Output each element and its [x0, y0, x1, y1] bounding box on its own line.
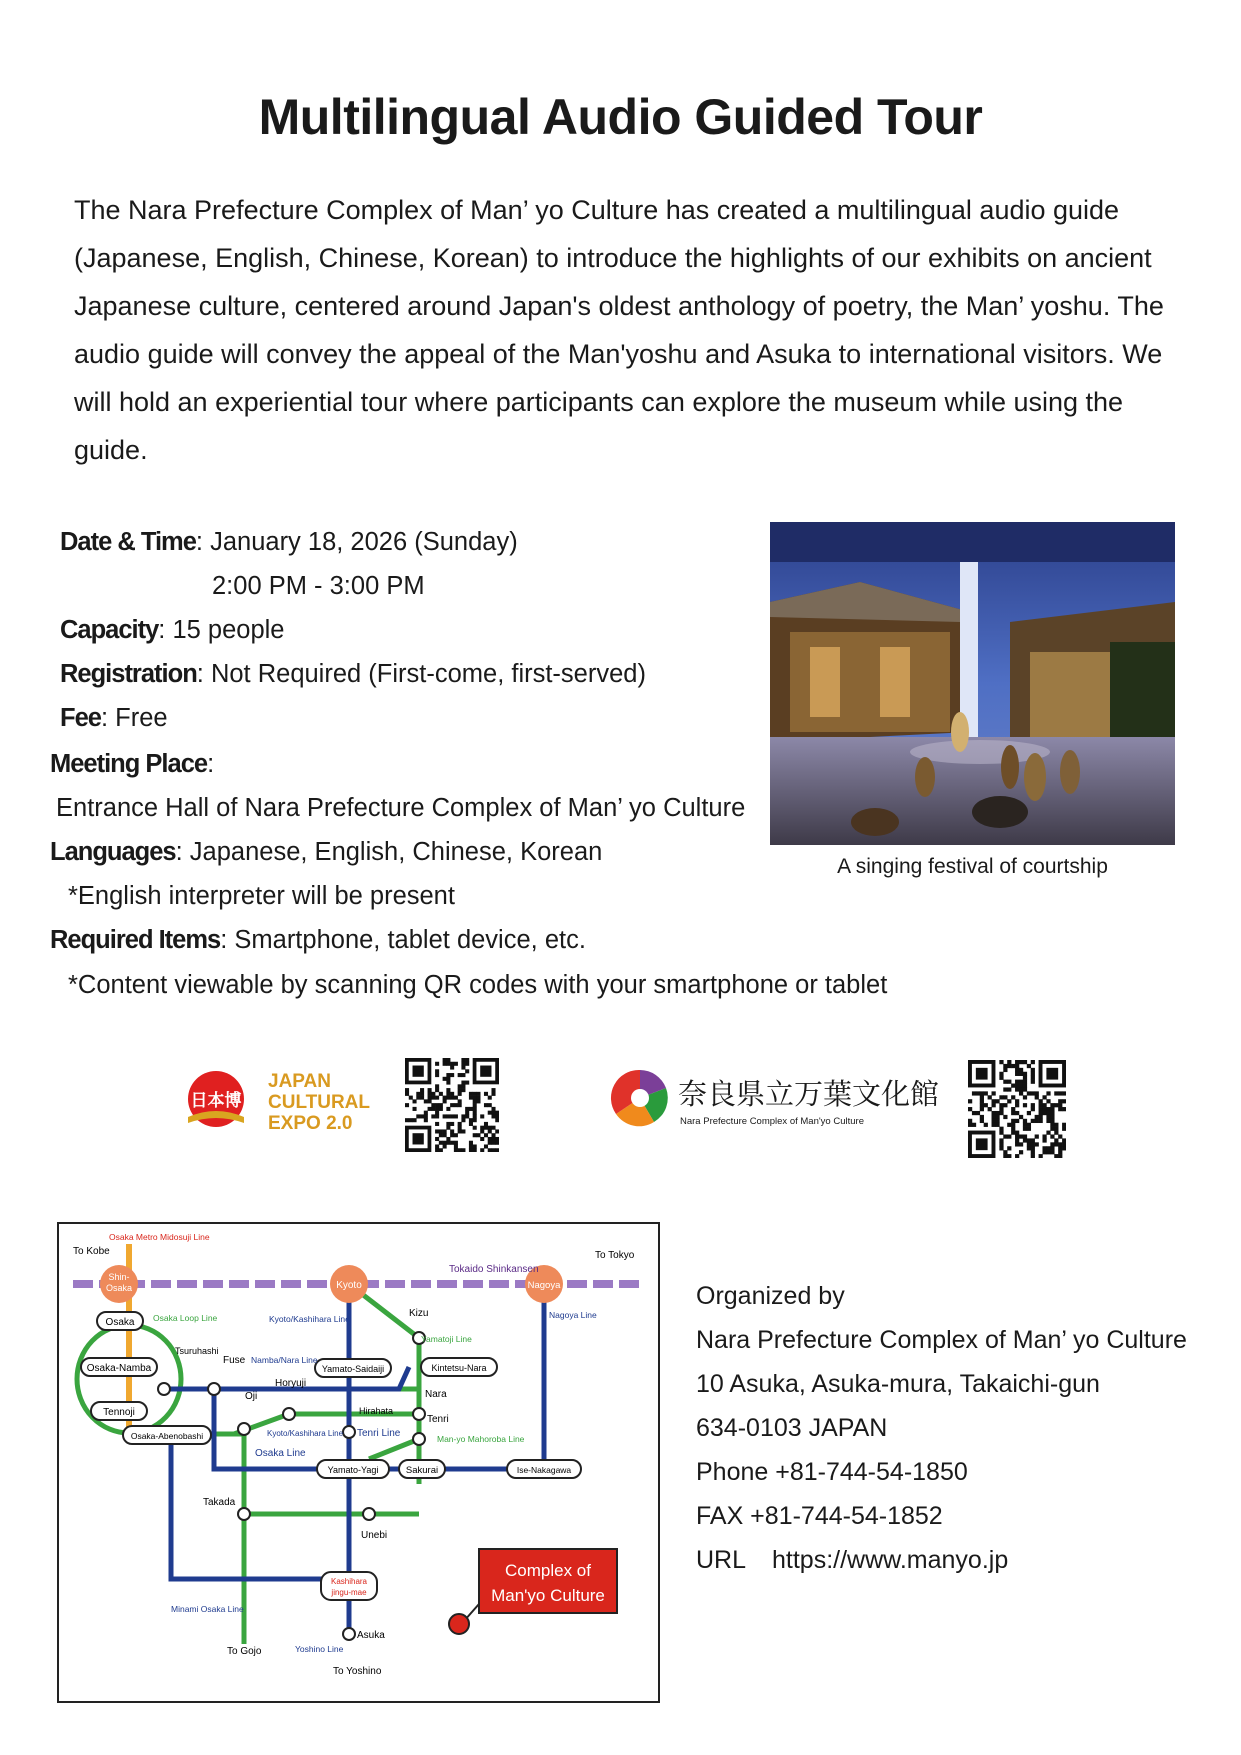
route-map — [57, 1222, 660, 1703]
organizer-url-label: URL — [696, 1546, 747, 1574]
date-value: : January 18, 2026 (Sunday) — [195, 528, 518, 556]
languages-row — [50, 838, 602, 867]
station-nagoya: Nagoya — [527, 1280, 561, 1291]
label-kyoto-kashihara-2: Kyoto/Kashihara Line — [267, 1429, 344, 1438]
meeting-colon: : — [207, 750, 215, 778]
fee-value: : Free — [100, 704, 168, 732]
station-yamato-yagi: Yamato-Yagi — [327, 1465, 379, 1475]
label-tsuruhashi: Tsuruhashi — [175, 1346, 219, 1356]
station-osaka-abenobashi: Osaka-Abenobashi — [130, 1431, 204, 1441]
organizer-address1: 10 Asuka, Asuka-mura, Takaichi-gun — [696, 1370, 1100, 1398]
organizer-heading: Organized by — [696, 1282, 845, 1310]
label-kyoto-kashihara: Kyoto/Kashihara Line — [269, 1314, 350, 1324]
intro-paragraph: The Nara Prefecture Complex of Man’ yo Culture has created a multilingual audio guide (Japanese, English, Chinese, Korean) to introduce the highlights of our exhibits on ancient Japanese culture, centered around Japan's oldest anthology of poetry, the Man’ yoshu. The audio guide will convey the appeal of the Man'yoshu and Asuka to international visitors. We will hold an experiential tour where participants can explore the museum while using the guide. — [74, 195, 1164, 465]
capacity-value: : 15 people — [158, 616, 285, 644]
label-osaka-line: Osaka Line — [255, 1448, 306, 1459]
station-kashihara-1: Kashihara — [330, 1577, 368, 1586]
page-title: Multilingual Audio Guided Tour — [258, 89, 983, 145]
date-label: Date & Time — [60, 528, 196, 556]
japan-cultural-expo-logo — [182, 1067, 387, 1135]
organizer-phone: Phone +81-744-54-1850 — [696, 1458, 968, 1486]
label-loop-line: Osaka Loop Line — [153, 1313, 218, 1323]
label-tenri-line: Tenri Line — [357, 1428, 401, 1439]
languages-note: *English interpreter will be present — [68, 882, 455, 910]
expo-qr-code[interactable] — [405, 1058, 499, 1152]
station-shin-osaka-1: Shin- — [108, 1272, 130, 1282]
photo-caption: A singing festival of courtship — [837, 855, 1108, 878]
label-namba-nara: Namba/Nara Line — [251, 1355, 318, 1365]
label-yoshino-line: Yoshino Line — [295, 1644, 344, 1654]
station-osaka-namba: Osaka-Namba — [86, 1363, 152, 1374]
items-note: *Content viewable by scanning QR codes with your smartphone or tablet — [68, 971, 888, 999]
label-manyo-mahoroba: Man-yo Mahoroba Line — [437, 1434, 525, 1444]
fee-label: Fee — [60, 704, 101, 732]
meeting-label: Meeting Place — [50, 750, 208, 778]
complex-location-marker — [449, 1614, 469, 1634]
expo-line3: EXPO 2.0 — [268, 1113, 353, 1134]
organizer-name: Nara Prefecture Complex of Man’ yo Culture — [696, 1326, 1187, 1354]
capacity-label: Capacity — [60, 616, 159, 644]
meeting-row — [50, 750, 214, 779]
meeting-value: Entrance Hall of Nara Prefecture Complex of Man’ yo Culture — [56, 794, 746, 822]
manyo-culture-logo — [610, 1066, 940, 1136]
label-fuse: Fuse — [223, 1355, 246, 1366]
label-kizu: Kizu — [409, 1308, 429, 1319]
station-kintetsu-nara: Kintetsu-Nara — [431, 1363, 487, 1373]
organizer-address2: 634-0103 JAPAN — [696, 1414, 888, 1442]
registration-value: : Not Required (First-come, first-served) — [196, 660, 646, 688]
items-value: : Smartphone, tablet device, etc. — [220, 926, 586, 954]
label-horyuji: Horyuji — [275, 1378, 307, 1389]
languages-label: Languages — [50, 838, 176, 866]
station-sakurai: Sakurai — [405, 1465, 439, 1476]
station-yamato-saidaiji: Yamato-Saidaiji — [321, 1364, 385, 1374]
capacity-row — [60, 616, 285, 645]
label-oji: Oji — [245, 1391, 258, 1402]
organizer-url-row — [696, 1546, 1008, 1575]
label-asuka: Asuka — [357, 1630, 385, 1641]
manyo-qr-code[interactable] — [968, 1060, 1066, 1158]
manyo-emblem-icon — [611, 1070, 668, 1126]
registration-label: Registration — [60, 660, 197, 688]
route-map-svg — [59, 1224, 658, 1701]
station-kyoto: Kyoto — [336, 1280, 362, 1291]
fee-row — [60, 704, 168, 733]
label-hirahata: Hirahata — [359, 1406, 394, 1416]
label-to-kobe: To Kobe — [73, 1246, 110, 1257]
complex-label-1: Complex of — [505, 1561, 591, 1580]
expo-line1: JAPAN — [268, 1071, 331, 1092]
expo-jp-text: 日本博 — [190, 1091, 242, 1110]
label-takada: Takada — [203, 1497, 236, 1508]
organizer-fax: FAX +81-744-54-1852 — [696, 1502, 943, 1530]
label-midosuji: Osaka Metro Midosuji Line — [109, 1232, 210, 1242]
label-to-gojo: To Gojo — [227, 1646, 262, 1657]
organizer-url-link[interactable]: https://www.manyo.jp — [772, 1546, 1009, 1574]
label-yamatoji: Yamatoji Line — [421, 1334, 472, 1344]
label-nara: Nara — [425, 1389, 447, 1400]
station-tennoji: Tennoji — [103, 1407, 135, 1418]
station-ise-nakagawa: Ise-Nakagawa — [516, 1465, 572, 1475]
complex-label-2: Man'yo Culture — [491, 1586, 605, 1605]
label-tenri: Tenri — [427, 1414, 449, 1425]
festival-photo — [770, 522, 1175, 845]
label-to-yoshino: To Yoshino — [333, 1666, 382, 1677]
label-nagoya-line: Nagoya Line — [549, 1310, 597, 1320]
label-unebi: Unebi — [361, 1530, 388, 1541]
manyo-en-name: Nara Prefecture Complex of Man'yo Culture — [680, 1116, 864, 1127]
station-shin-osaka-2: Osaka — [105, 1283, 133, 1293]
station-kashihara-2: jingu-mae — [331, 1588, 367, 1597]
items-row — [50, 926, 586, 955]
label-to-tokyo: To Tokyo — [595, 1250, 635, 1261]
manyo-jp-name: 奈良県立万葉文化館 — [678, 1077, 940, 1111]
items-label: Required Items — [50, 926, 221, 954]
station-osaka: Osaka — [105, 1317, 135, 1328]
languages-value: : Japanese, English, Chinese, Korean — [175, 838, 603, 866]
registration-row — [60, 660, 646, 689]
expo-line2: CULTURAL — [268, 1092, 371, 1113]
date-row — [60, 528, 518, 557]
label-minami-osaka: Minami Osaka Line — [171, 1604, 244, 1614]
label-tokaido: Tokaido Shinkansen — [449, 1264, 539, 1275]
time-value: 2:00 PM - 3:00 PM — [212, 572, 425, 600]
